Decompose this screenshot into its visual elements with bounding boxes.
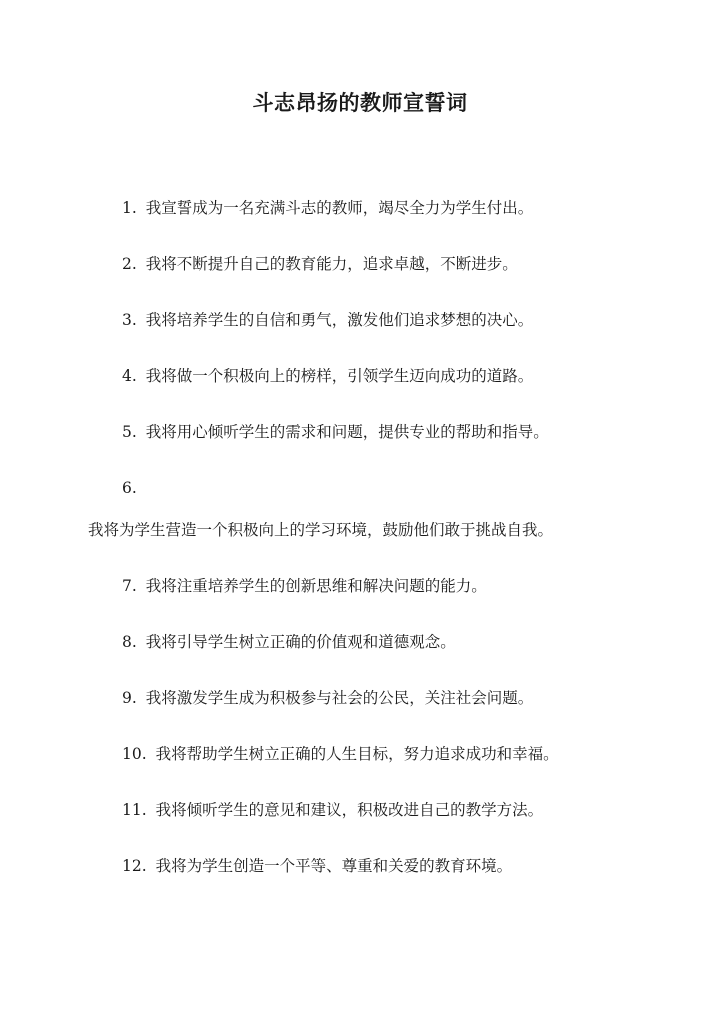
item-text: 我将帮助学生树立正确的人生目标，努力追求成功和幸福。 [155, 745, 559, 763]
pledge-item-9 [122, 686, 533, 710]
item-number: 9. [122, 689, 137, 707]
item-text: 我将不断提升自己的教育能力，追求卓越，不断进步。 [145, 255, 518, 273]
pledge-item-11 [122, 798, 543, 822]
pledge-item-4 [122, 364, 533, 388]
item-text: 我宣誓成为一名充满斗志的教师，竭尽全力为学生付出。 [145, 199, 534, 217]
item-number: 8. [122, 633, 137, 651]
pledge-item-5 [122, 420, 549, 444]
pledge-item-3 [122, 308, 533, 332]
pledge-item-6-number [122, 476, 137, 500]
item-text: 我将激发学生成为积极参与社会的公民，关注社会问题。 [145, 689, 534, 707]
pledge-item-2 [122, 252, 518, 276]
item-text: 我将注重培养学生的创新思维和解决问题的能力。 [145, 577, 487, 595]
item-text: 我将培养学生的自信和勇气，激发他们追求梦想的决心。 [145, 311, 534, 329]
item-number: 2. [122, 255, 137, 273]
item-text: 我将倾听学生的意见和建议，积极改进自己的教学方法。 [155, 801, 544, 819]
item-text: 我将为学生创造一个平等、尊重和关爱的教育环境。 [155, 857, 513, 875]
pledge-item-7 [122, 574, 487, 598]
item-text: 我将引导学生树立正确的价值观和道德观念。 [145, 633, 456, 651]
item-number: 10. [122, 745, 147, 763]
item-number: 1. [122, 199, 137, 217]
item-number: 11. [122, 801, 147, 819]
pledge-item-8 [122, 630, 456, 654]
document-title: 斗志昂扬的教师宣誓词 [252, 90, 468, 115]
pledge-item-1 [122, 196, 533, 220]
item-number: 7. [122, 577, 137, 595]
item-number: 3. [122, 311, 137, 329]
item-text: 我将用心倾听学生的需求和问题，提供专业的帮助和指导。 [145, 423, 549, 441]
pledge-item-12 [122, 854, 512, 878]
pledge-item-6-text: 我将为学生营造一个积极向上的学习环境，鼓励他们敢于挑战自我。 [88, 521, 554, 539]
pledge-item-10 [122, 742, 559, 766]
item-number: 4. [122, 367, 137, 385]
item-number: 5. [122, 423, 137, 441]
item-number: 6. [122, 479, 137, 497]
item-text: 我将做一个积极向上的榜样，引领学生迈向成功的道路。 [145, 367, 534, 385]
item-number: 12. [122, 857, 147, 875]
